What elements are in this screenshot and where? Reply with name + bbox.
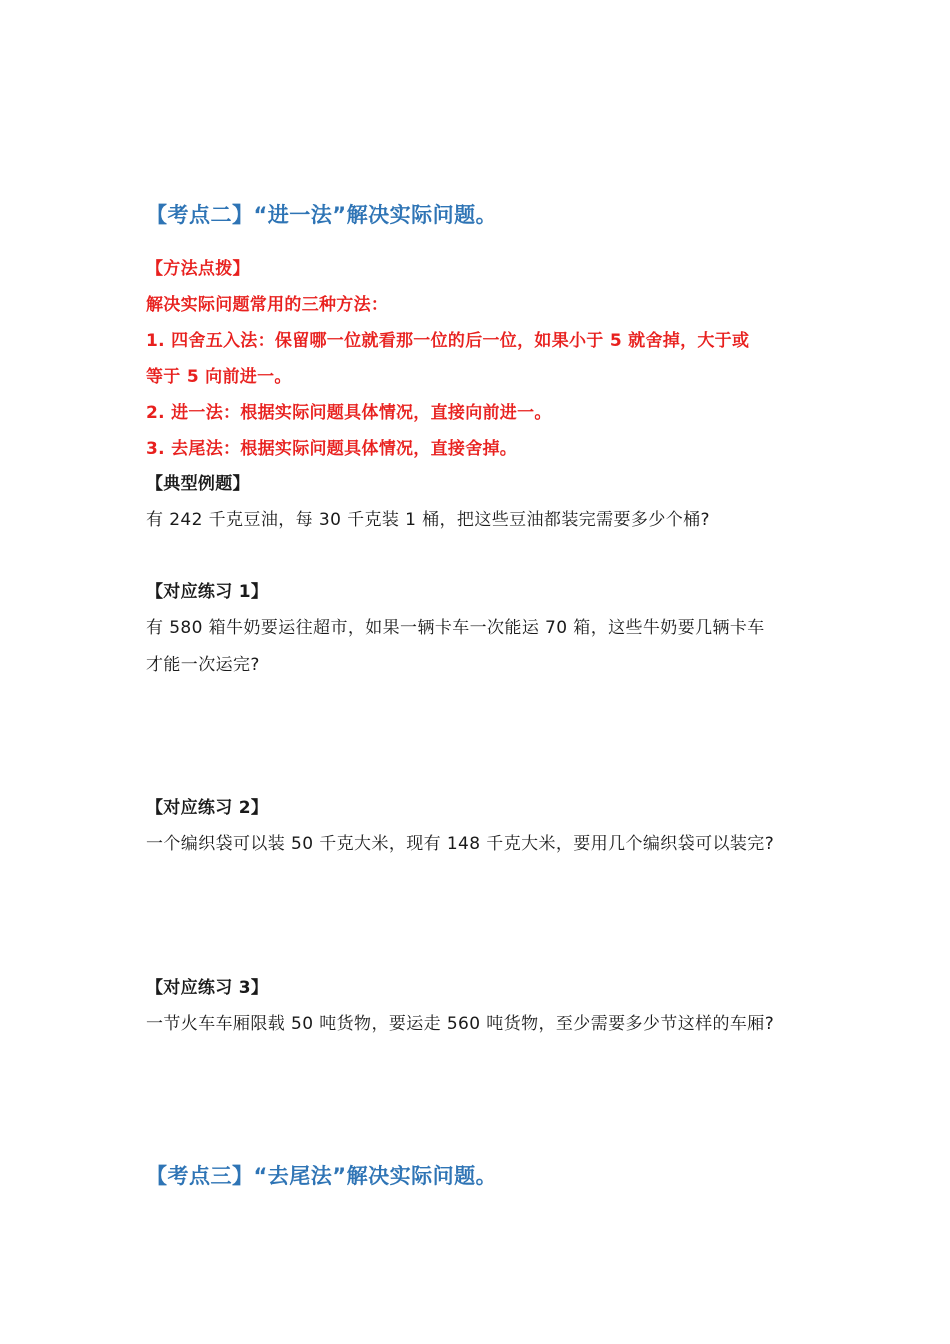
practice-3-question: 一节火车车厢限载 50 吨货物，要运走 560 吨货物，至少需要多少节这样的车厢? [146,1014,775,1034]
practice-2-label: 【对应练习 2】 [146,798,269,818]
section-3-heading: 【考点三】“去尾法”解决实际问题。 [146,1164,498,1188]
practice-1-label: 【对应练习 1】 [146,582,269,602]
section-2-heading: 【考点二】“进一法”解决实际问题。 [146,203,498,227]
example-label: 【典型例题】 [146,474,250,494]
practice-1-question-line-2: 才能一次运完? [146,655,260,675]
method-item-1-line-2: 等于 5 向前进一。 [146,367,292,387]
practice-1-question-line-1: 有 580 箱牛奶要运往超市，如果一辆卡车一次能运 70 箱，这些牛奶要几辆卡车 [146,618,765,638]
method-intro: 解决实际问题常用的三种方法： [146,295,389,315]
method-tips-label: 【方法点拨】 [146,259,250,279]
practice-2-question: 一个编织袋可以装 50 千克大米，现有 148 千克大米，要用几个编织袋可以装完? [146,834,775,854]
method-item-1-line-1: 1. 四舍五入法：保留哪一位就看那一位的后一位，如果小于 5 就舍掉，大于或 [146,331,750,351]
practice-3-label: 【对应练习 3】 [146,978,269,998]
method-item-3: 3. 去尾法：根据实际问题具体情况，直接舍掉。 [146,439,518,459]
method-item-2: 2. 进一法：根据实际问题具体情况，直接向前进一。 [146,403,552,423]
example-question: 有 242 千克豆油，每 30 千克装 1 桶，把这些豆油都装完需要多少个桶? [146,510,710,530]
